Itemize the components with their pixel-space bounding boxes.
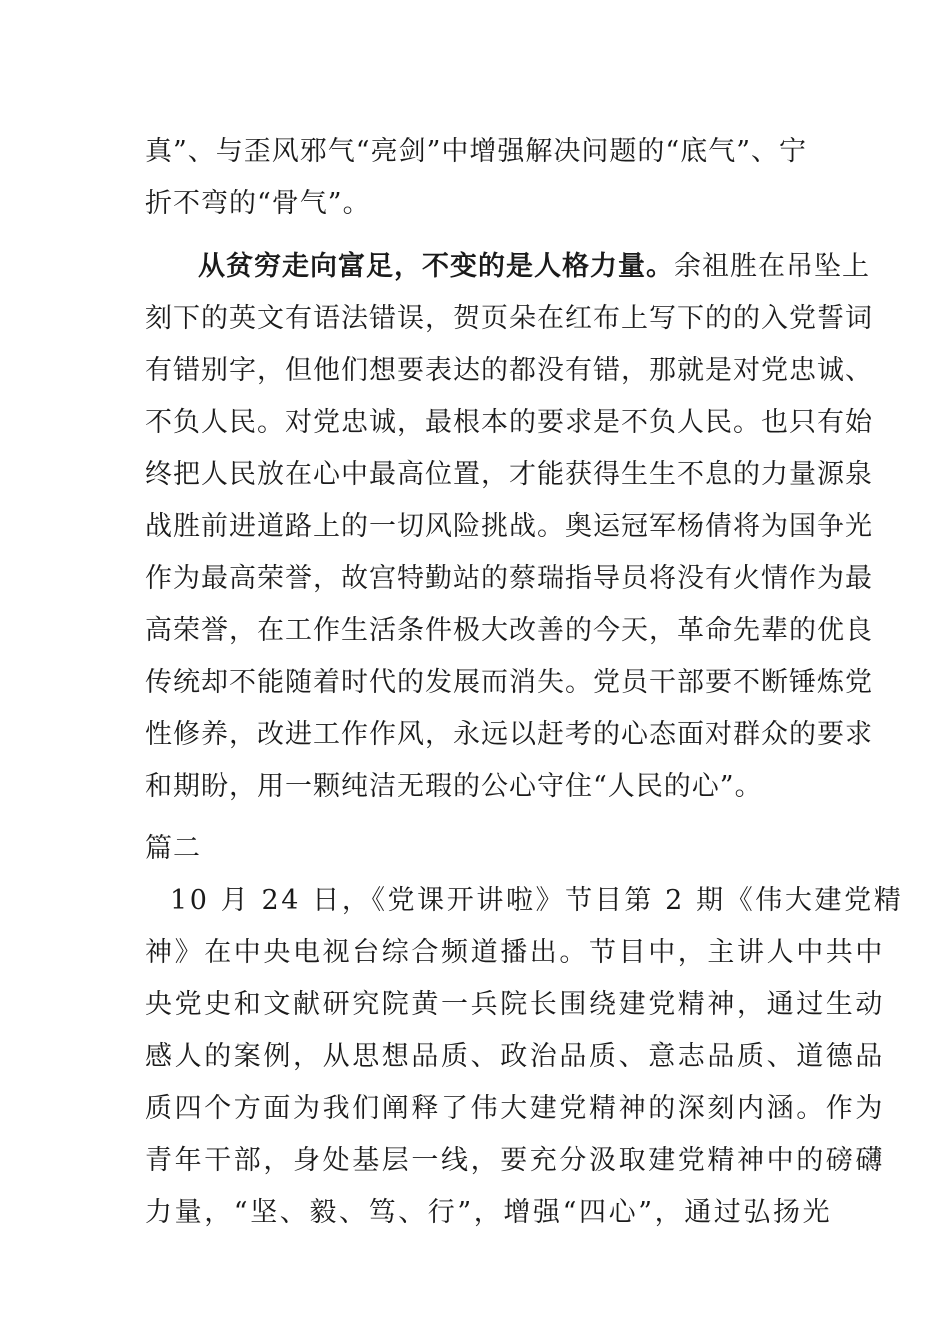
paragraph-line: 质四个方面为我们阐释了伟大建党精神的深刻内涵。作为	[145, 1093, 885, 1124]
section-heading: 篇二	[145, 833, 201, 864]
paragraph-line: 央党史和文献研究院黄一兵院长围绕建党精神，通过生动	[145, 989, 885, 1020]
paragraph-line: 感人的案例，从思想品质、政治品质、意志品质、道德品	[145, 1041, 885, 1072]
paragraph-line: 传统却不能随着时代的发展而消失。党员干部要不断锤炼党	[145, 667, 873, 698]
paragraph-first-line	[198, 250, 870, 284]
paragraph-line: 青年干部，身处基层一线，要充分汲取建党精神中的磅礴	[145, 1145, 885, 1176]
paragraph-line: 和期盼，用一颗纯洁无瑕的公心守住“人民的心”。	[145, 771, 763, 802]
paragraph-line: 不负人民。对党忠诚，最根本的要求是不负人民。也只有始	[145, 407, 873, 438]
paragraph-line: 作为最高荣誉，故宫特勤站的蔡瑞指导员将没有火情作为最	[145, 563, 873, 594]
paragraph-first-line: 10 月 24 日，《党课开讲啦》节目第 2 期《伟大建党精	[170, 885, 904, 916]
paragraph-line: 刻下的英文有语法错误，贺页朵在红布上写下的的入党誓词	[145, 303, 873, 334]
paragraph-line: 战胜前进道路上的一切风险挑战。奥运冠军杨倩将为国争光	[145, 511, 873, 542]
paragraph-line: 力量，“坚、毅、笃、行”，增强“四心”，通过弘扬光	[145, 1197, 833, 1228]
paragraph-line: 终把人民放在心中最高位置，才能获得生生不息的力量源泉	[145, 459, 873, 490]
first-line-rest: 余祖胜在吊坠上	[674, 251, 870, 282]
paragraph-line: 真”、与歪风邪气“亮剑”中增强解决问题的“底气”、宁	[145, 136, 808, 167]
bold-lead-sentence: 从贫穷走向富足，不变的是人格力量。	[198, 251, 674, 282]
paragraph-line: 神》在中央电视台综合频道播出。节目中，主讲人中共中	[145, 937, 885, 968]
paragraph-line: 有错别字，但他们想要表达的都没有错，那就是对党忠诚、	[145, 355, 873, 386]
paragraph-line: 性修养，改进工作作风，永远以赶考的心态面对群众的要求	[145, 719, 873, 750]
paragraph-line: 折不弯的“骨气”。	[145, 188, 371, 219]
paragraph-line: 高荣誉，在工作生活条件极大改善的今天，革命先辈的优良	[145, 615, 873, 646]
